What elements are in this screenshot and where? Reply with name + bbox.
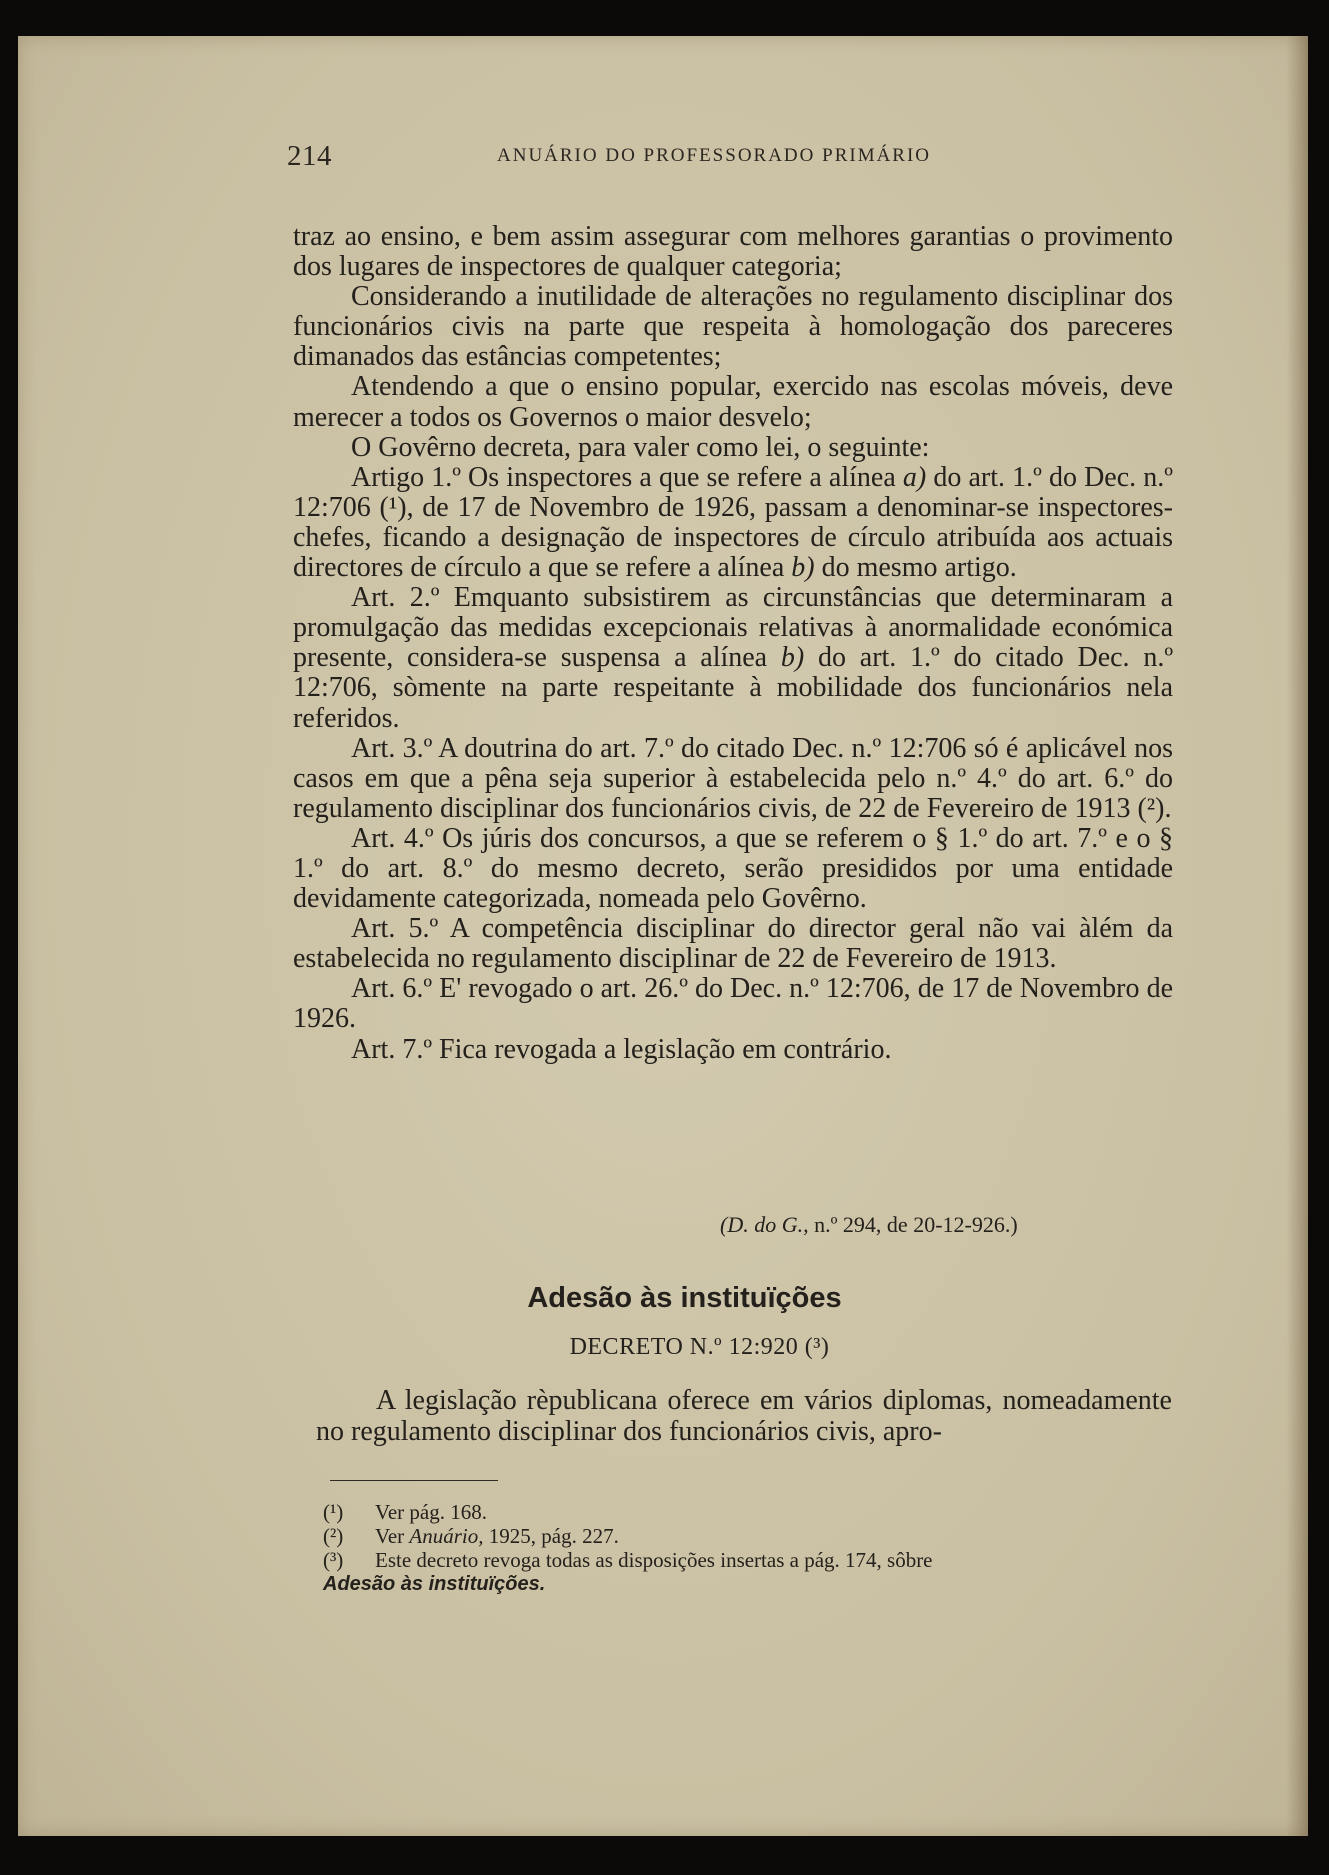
footnote-text: 1925, pág. 227. [483,1524,619,1548]
article-2-ref: b) [780,642,805,674]
footnote [323,1500,1173,1524]
section-title: Adesão às instituïções [527,1282,842,1314]
article-7: Art. 7.º Fica revogada a legislação em contrário. [351,1033,892,1065]
running-title: ANUÁRIO DO PROFESSORADO PRIMÁRIO [497,145,932,166]
article-1 [293,463,1173,583]
paragraph: Atendendo a que o ensino popular, exercido nas escolas móveis, deve merecer a todos os Governos o maior desvelo; [293,371,1173,433]
footnote-text: Ver pág. 168. [375,1500,487,1524]
article-1-ref: b) [791,552,815,584]
article-1-ref: a) [902,461,927,493]
footnotes [323,1500,1173,1596]
article-2-text: Art. 2.º Emquanto subsistirem as circunstâncias que determinaram a promulgação das medidas excepcionais relativas à anormalidade económica presente, considera-se suspensa a alínea [293,582,1173,674]
article-6: Art. 6.º E' revogado o art. 26.º do Dec. n.º 12:706, de 17 de Novembro de 1926. [293,973,1173,1035]
footnote-text: Anuário, [409,1524,484,1548]
article-1-text: do art. 1.º do Dec. n.º 12:706 (¹), de 17 de Novembro de 1926, passam a denominar-se inspectores-chefes, ficando a designação de inspectores de círculo atribuída aos actuais directores de círculo a que se refere a alínea [293,461,1173,584]
article-2 [293,583,1173,733]
footnote-continuation: Adesão às instituïções. [323,1573,546,1595]
footnote-mark: (³) [323,1548,344,1572]
section-intro [316,1385,1172,1447]
paragraph: A legislação rèpublicana oferece em vários diplomas, nomeadamente no regulamento disciplinar dos funcionários civis, apro- [316,1385,1172,1447]
decree-body [293,222,1173,1065]
paragraph: traz ao ensino, e bem assim assegurar com melhores garantias o provimento dos lugares de inspectores de qualquer categoria; [293,221,1173,283]
citation-detail: n.º 294, de 20-12-926.) [808,1212,1018,1237]
footnote-mark: (²) [323,1524,344,1548]
paragraph: O Govêrno decreta, para valer como lei, o seguinte: [351,431,930,463]
decree-number: DECRETO N.º 12:920 (³) [569,1334,830,1360]
footnote-mark: (¹) [323,1500,344,1524]
page-number: 214 [287,140,332,172]
page-edge-shadow [1286,36,1308,1836]
article-4: Art. 4.º Os júris dos concursos, a que se referem o § 1.º do art. 7.º e o § 1.º do art. 8.º do mesmo decreto, serão presididos por uma entidade devidamente categorizada, nomeada pelo Govêrno. [293,822,1173,915]
article-3: Art. 3.º A doutrina do art. 7.º do citado Dec. n.º 12:706 só é aplicável nos casos em que a pêna seja superior à estabelecida pelo n.º 4.º do art. 6.º do regulamento disciplinar dos funcionários civis, de 22 de Fevereiro de 1913 (²). [293,732,1173,824]
source-citation [720,1212,1140,1238]
paragraph: Considerando a inutilidade de alterações no regulamento disciplinar dos funcionários civis na parte que respeita à homologação dos pareceres dimanados das estâncias competentes; [293,281,1173,373]
footnote-divider [330,1480,498,1481]
footnote [323,1548,1173,1572]
footnote-text: Este decreto revoga todas as disposições insertas a pág. 174, sôbre [375,1548,933,1572]
footnote [323,1524,1173,1548]
footnote-text: Ver [375,1524,410,1548]
article-1-text: Artigo 1.º Os inspectores a que se refere a alínea [351,461,903,493]
article-1-text: do mesmo artigo. [814,552,1017,584]
citation-source: (D. do G., [720,1212,809,1237]
article-5: Art. 5.º A competência disciplinar do director geral não vai àlém da estabelecida no regulamento disciplinar de 22 de Fevereiro de 1913. [293,913,1173,975]
article-2-text: do art. 1.º do citado Dec. n.º 12:706, sòmente na parte respeitante à mobilidade dos funcionários nela referidos. [293,642,1173,734]
